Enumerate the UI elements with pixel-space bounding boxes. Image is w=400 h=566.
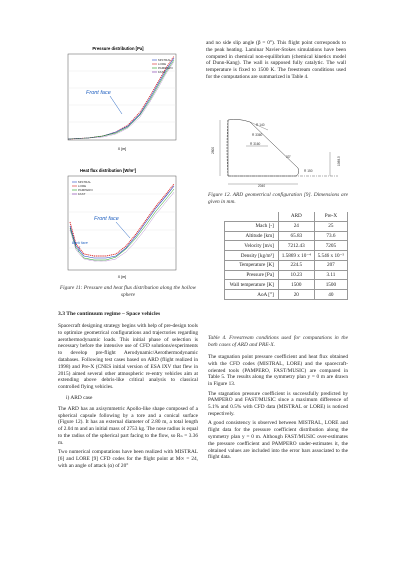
right-para-1: The stagnation point pressure coefficient and heat flux obtained with the CFD codes (MISTRAL, LORE) and the spacecraft-oriented tools (PAMPERO, FAST/MUSIC) are compared in Table 5. The results along the symmetry plan y = 0 m are drawn in Figure 13. <box>208 354 348 388</box>
table-cell: Altitude [km] <box>225 231 279 241</box>
ard-geometry-figure <box>208 112 348 188</box>
pressure-xlabel: X [m] <box>117 147 127 151</box>
table-cell: 20 <box>278 290 314 300</box>
pressure-figure <box>58 40 180 154</box>
table-header-prex: Pre-X <box>314 212 347 221</box>
table-row <box>225 251 348 261</box>
table-row <box>225 260 348 270</box>
table-cell: 7205 <box>314 241 347 251</box>
dim-r3360: R 3360 <box>252 133 263 137</box>
pressure-plot <box>58 40 180 154</box>
left-para-1: Spacecraft designing strategy begins with help of pre-design tools to optimize geometrical configurations and trajectories regarding aerothermodynamic loads. This initial phase of selection is necessary before the intensive use of CFD solutions/experiments to develop pre-flight Aerodynamic/Aerothermodynamic databases. Following test cases based on ARD (flight realized in 1998) and Pre-X (CNES initial version of ESA IXV that flew in 2015) aimed several other atmospheric re-entry vehicles aim at extending above debris-like critical analysis to classical controlled flying vehicles. <box>58 323 198 391</box>
dim-33deg: 33° <box>286 155 291 159</box>
table-row <box>225 221 348 231</box>
dim-2040: 2040 <box>258 184 266 188</box>
legend-fast: FAST <box>158 70 166 74</box>
dim-1988: 1988.5 <box>337 156 341 166</box>
legend-lore: LORE <box>158 62 167 66</box>
pressure-annotation: Front face <box>86 90 111 96</box>
table-cell: Temperature [K] <box>225 260 279 270</box>
legend-mistral: MISTRAL <box>158 58 172 62</box>
right-body <box>208 354 348 464</box>
table-row <box>225 290 348 300</box>
table-cell: 40 <box>314 290 347 300</box>
table-cell: AoA [°] <box>225 290 279 300</box>
ard-subheading: i) ARD case <box>66 394 93 401</box>
section-heading: 3.3 The continuum regime – Space vehicles <box>58 311 161 317</box>
hf-legend-pampero: PAMPERO <box>78 188 93 192</box>
table-cell: 3.11 <box>314 270 347 280</box>
freestream-table-wrap <box>224 212 348 300</box>
right-para-top: and no side slip angle (β = 0°). This flight point corresponds to the peak heating. Laminar Navier-Stokes simulations have been computed in chemical non-equilibrium (chemical kinetics model of Dunn-Kang). The wall is supposed fully catalytic. The wall temperature is fixed to 1500 K. The freestream conditions used for the computations are summarized in Table 4. <box>206 40 346 80</box>
dim-2800: 2800 <box>211 146 215 154</box>
table-cell: 207 <box>314 260 347 270</box>
table-cell: 1.5869 x 10⁻⁴ <box>278 251 314 261</box>
right-top-body <box>206 40 346 83</box>
table-row <box>225 280 348 290</box>
heatflux-plot <box>58 164 180 282</box>
table-header-empty <box>225 212 279 221</box>
table-row <box>225 231 348 241</box>
table-cell: Wall temperature [K] <box>225 280 279 290</box>
table-cell: Density [kg/m³] <box>225 251 279 261</box>
freestream-table <box>224 212 348 300</box>
dim-r3160: R 3160 <box>250 142 261 146</box>
heatflux-annotation-front: Front face <box>94 216 119 222</box>
table-cell: Mach [-] <box>225 221 279 231</box>
table-header-row <box>225 212 348 221</box>
table-cell: 73.6 <box>314 231 347 241</box>
table-cell: 65.83 <box>278 231 314 241</box>
table-row <box>225 270 348 280</box>
table-cell: Velocity [m/s] <box>225 241 279 251</box>
heatflux-figure <box>58 164 180 282</box>
heatflux-xlabel: X [m] <box>117 275 127 279</box>
right-para-3: A good consistency is observed between MISTRAL, LORE and flight data for the pressure coefficient distribution along the symmetry plan y = 0 m. Although FAST/MUSIC over-estimates the pressure coefficient and PAMPERO under-estimates it, the obtained values are included into the error bars associated to the flight data. <box>208 420 348 461</box>
right-para-2: The stagnation pressure coefficient is successfully predicted by PAMPERO and FAST/MUSIC since a maximum difference of 5.1% and 0.5% with CFD data (MISTRAL or LORE) is noticed respectively. <box>208 390 348 417</box>
table-header-ard: ARD <box>278 212 314 221</box>
figure-12-caption: Figure 12. ARD geometrical configuration [9]. Dimensions are given in mm. <box>208 192 348 205</box>
table-cell: 224.5 <box>278 260 314 270</box>
heatflux-plot-title: Heat flux distribution [W/m²] <box>79 168 137 173</box>
legend-pampero: PAMPERO <box>158 66 173 70</box>
table-cell: 7212.43 <box>278 241 314 251</box>
hf-legend-lore: LORE <box>78 184 87 188</box>
pressure-plot-title: Pressure distribution [Pa] <box>92 46 144 51</box>
table-cell: 1500 <box>278 280 314 290</box>
table-cell: 24 <box>278 221 314 231</box>
dim-r150: R 150 <box>304 169 313 173</box>
table-cell: Pressure [Pa] <box>225 270 279 280</box>
table-row <box>225 241 348 251</box>
figure-11-caption: Figure 11: Pressure and heat flux distribution along the hollow sphere <box>59 285 197 298</box>
ard-geometry-drawing <box>208 112 348 188</box>
left-body <box>58 323 198 472</box>
heatflux-annotation-back: Back face <box>72 241 88 245</box>
table-cell: 5.546 x 10⁻⁵ <box>314 251 347 261</box>
left-para-3: Two numerical computations have been realized with MISTRAL [6] and LORE [9] CFD codes for the flight point at M∞ = 24, with an angle of attack (α) of 20° <box>58 449 198 469</box>
table-cell: 10.23 <box>278 270 314 280</box>
left-para-2: The ARD has an axisymmetric Apollo-like shape composed of a spherical capsule following by a tore and a conical surface (Figure 12). It has an external diameter of 2.80 m, a total length of 2.04 m and an initial mass of 2753 kg. The nose radius is equal to the radius of the spherical part facing to the flow, so Rₙ = 3.36 m. <box>58 405 198 446</box>
table-4-caption: Table 4. Freestream conditions used for computations in the both cases of ARD and PRE-X. <box>208 335 348 348</box>
dim-r140: R 140 <box>256 123 265 127</box>
table-cell: 1500 <box>314 280 347 290</box>
table-cell: 25 <box>314 221 347 231</box>
hf-legend-mistral: MISTRAL <box>78 180 92 184</box>
hf-legend-fast: FAST <box>78 192 86 196</box>
